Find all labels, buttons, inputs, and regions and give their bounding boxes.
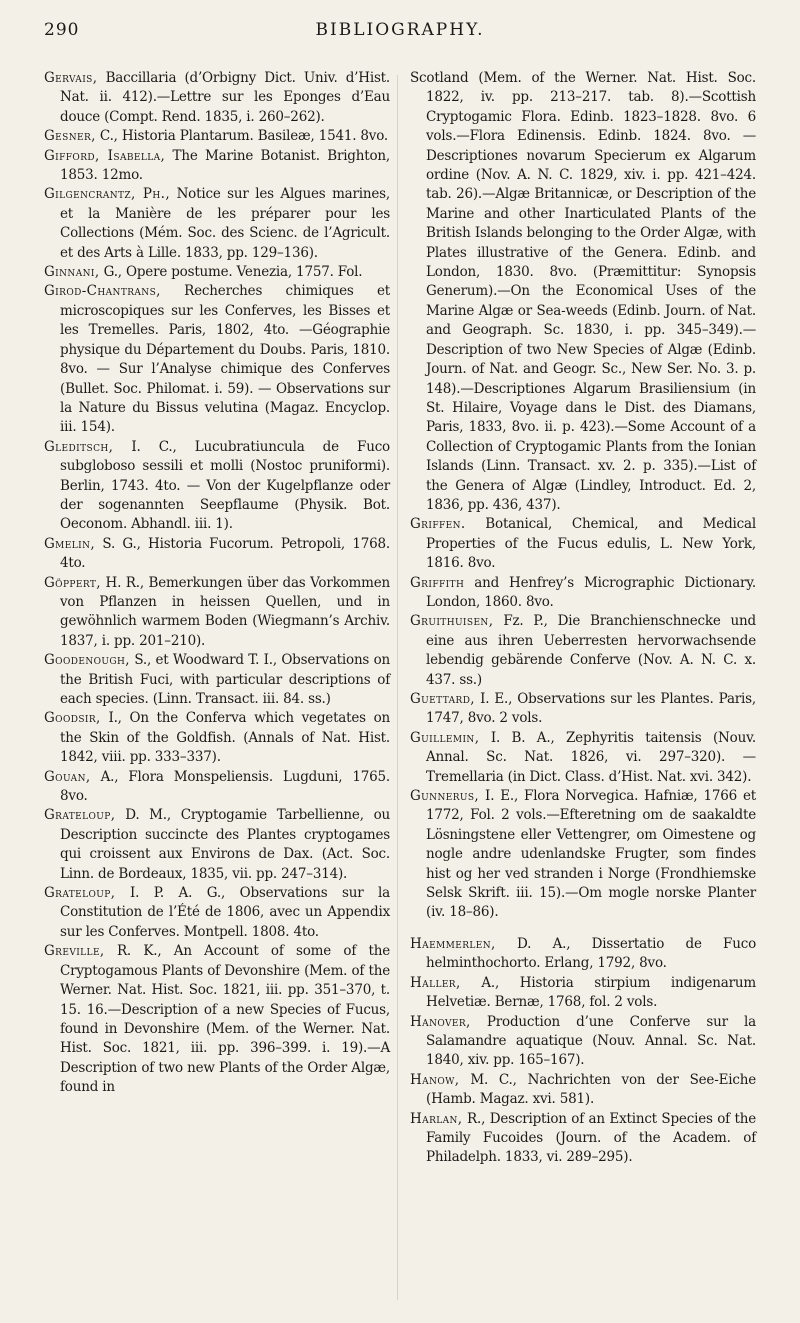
entry-author: Haller, bbox=[410, 974, 461, 991]
entry-text: R., Description of an Extinct Species of the Family Fucoides (Journ. of the Academ. of Philadelph. 1833, vi. 289–295). bbox=[426, 1110, 756, 1166]
entry-text: H. R., Bemerkungen über das Vorkommen von Pflanzen in heissen Quellen, und in gewöhnlich warmem Boden (Wiegmann’s Archiv. 1837, i. pp. 201–210). bbox=[60, 574, 390, 649]
entry-text: I. E., Observations sur les Plantes. Paris, 1747, 8vo. 2 vols. bbox=[426, 691, 756, 727]
entry-author: Griffen. bbox=[410, 516, 466, 533]
entry-author: Gmelin, bbox=[44, 535, 96, 552]
bibliography-entry bbox=[44, 147, 390, 186]
entry-text: S. G., Historia Fucorum. Petropoli, 1768. 4to. bbox=[60, 535, 390, 572]
bibliography-entry bbox=[410, 515, 756, 573]
bibliography-entry bbox=[410, 935, 756, 974]
entry-author: Gleditsch, bbox=[44, 438, 114, 455]
entry-author: Grateloup, bbox=[44, 807, 116, 824]
entry-author: Griffith bbox=[410, 574, 465, 591]
entry-author: Göppert, bbox=[44, 574, 101, 591]
entry-text: A., Historia stirpium indigenarum Helvetiæ. Bernæ, 1768, fol. 2 vols. bbox=[426, 974, 756, 1011]
bibliography-entry bbox=[410, 612, 756, 690]
bibliography-entry bbox=[44, 127, 390, 146]
entry-author: Hanover, bbox=[410, 1013, 471, 1030]
entry-author: Goodenough, bbox=[44, 652, 130, 669]
bibliography-entry bbox=[44, 709, 390, 767]
entry-author: Hanow, bbox=[410, 1071, 460, 1088]
entry-text: I., On the Conferva which vegetates on the Skin of the Goldfish. (Annals of Nat. Hist. 1842, viii. pp. 333–337). bbox=[60, 710, 390, 766]
entry-text: D. M., Cryptogamie Tarbellienne, ou Description succincte des Plantes cryptogames qui croissent aux Environs de Dax. (Act. Soc. Linn. de Bordeaux, 1835, vii. pp. 247–314). bbox=[60, 807, 390, 882]
bibliography-entry bbox=[410, 69, 756, 515]
running-head bbox=[0, 20, 800, 50]
entry-author: Goodsir, bbox=[44, 710, 101, 727]
bibliography-entry bbox=[410, 690, 756, 729]
entry-text: G., Opere postume. Venezia, 1757. Fol. bbox=[99, 264, 363, 281]
bibliography-entry bbox=[44, 263, 390, 282]
entry-text: D. A., Dissertatio de Fuco helminthochorto. Erlang, 1792, 8vo. bbox=[426, 935, 756, 972]
bibliography-entry bbox=[44, 438, 390, 535]
entry-text: Notice sur les Algues marines, et la Manière de les préparer pour les Collections (Mém. Soc. des Scienc. de l’Agricult. et des Arts à Lille. 1833, pp. 129–136). bbox=[60, 186, 390, 261]
entry-text: Fz. P., Die Branchienschnecke und eine aus ihren Ueberresten hervorwachsende lebendig gebärende Conferve (Nov. A. N. C. x. 437. ss.) bbox=[426, 613, 756, 688]
entry-author: Gervais, bbox=[44, 70, 98, 86]
entry-text: and Henfrey’s Micrographic Dictionary. London, 1860. 8vo. bbox=[426, 574, 756, 610]
bibliography-entry bbox=[44, 185, 390, 263]
bibliography-entry bbox=[410, 729, 756, 787]
bibliography-entry bbox=[44, 768, 390, 807]
bibliography-entry bbox=[44, 574, 390, 652]
entry-text: S., et Woodward T. I., Observations on the British Fuci, with particular descriptions of each species. (Linn. Transact. iii. 84. ss.) bbox=[60, 652, 390, 707]
left-column bbox=[44, 69, 390, 1098]
bibliography-entry bbox=[44, 651, 390, 709]
entry-text: A., Flora Monspeliensis. Lugduni, 1765. 8vo. bbox=[60, 768, 390, 805]
running-title: BIBLIOGRAPHY. bbox=[315, 20, 485, 40]
bibliography-entry bbox=[410, 1071, 756, 1110]
entry-author: Gruithuisen, bbox=[410, 613, 494, 630]
entry-text: C., Historia Plantarum. Basileæ, 1541. 8vo. bbox=[95, 128, 389, 145]
entry-author: Ginnani, bbox=[44, 264, 100, 281]
bibliography-entry bbox=[410, 574, 756, 613]
bibliography-entry bbox=[410, 974, 756, 1013]
entry-text: I. P. A. G., Observations sur la Constitution de l’Été de 1806, avec un Appendix sur les Conferves. Montpell. 1808. 4to. bbox=[60, 885, 390, 940]
bibliography-entry bbox=[44, 942, 390, 1097]
entry-author: Guillemin, bbox=[410, 729, 480, 746]
right-column bbox=[410, 69, 756, 1168]
entry-author: Gunnerus, bbox=[410, 788, 480, 805]
entry-text: R. K., An Account of some of the Cryptogamous Plants of Devonshire (Mem. of the Werner. Nat. Hist. Soc. 1821, iii. pp. 351–370, t. 15. 16.—Description of a new Species of Fucus, found in Devonshire (Mem. of the Werner. Nat. Hist. Soc. 1821, iii. pp. 396–399. i. 19).—A Description of two new Plants of the Order Algæ, found in bbox=[60, 943, 390, 1096]
entry-author: Gilgencrantz, Ph., bbox=[44, 186, 171, 203]
entry-author: Grateloup, bbox=[44, 885, 116, 902]
entry-text: I. E., Flora Norvegica. Hafniæ, 1766 et 1772, Fol. 2 vols.—Efteretning om de saakaldte Lösningstene eller Vettengrer, om Oimestene og nogle andre udenlandske Frugter, som findes hist og her ved stranden i Norge (Frondhiemske Selsk Skrift. iii. 15).—Om mogle norske Planter (iv. 18–86). bbox=[426, 788, 756, 921]
entry-author: Gouan, bbox=[44, 768, 91, 785]
entry-text: I. B. A., Zephyritis taitensis (Nouv. Annal. Sc. Nat. 1826, vi. 297–320). — Tremellaria (in Dict. Class. d’Hist. Nat. xvi. 342). bbox=[426, 729, 756, 785]
bibliography-entry bbox=[44, 535, 390, 574]
bibliography-entry bbox=[44, 69, 390, 127]
entry-text: Botanical, Chemical, and Medical Properties of the Fucus edulis, L. New York, 1816. 8vo. bbox=[426, 516, 756, 572]
bibliography-entry bbox=[410, 787, 756, 923]
entry-text: Baccillaria (d’Orbigny Dict. Univ. d’Hist. Nat. ii. 412).—Lettre sur les Eponges d’Eau douce (Compt. Rend. 1835, i. 260–262). bbox=[60, 70, 390, 125]
bibliography-entry bbox=[44, 884, 390, 942]
entry-text: I. C., Lucubratiuncula de Fuco subgloboso sessili et molli (Nostoc pruniformi). Berlin, 1743. 4to. — Von der Kugelpflanze oder der sogenannten Seepflaume (Physik. Bot. Oeconom. Abhandl. iii. 1). bbox=[60, 438, 390, 533]
entry-text: The Marine Botanist. Brighton, 1853. 12mo. bbox=[60, 147, 390, 184]
entry-author: Girod-Chantrans, bbox=[44, 283, 161, 300]
column-divider bbox=[397, 75, 398, 1300]
entry-author: Gesner, bbox=[44, 128, 96, 145]
entry-text: M. C., Nachrichten von der See-Eiche (Hamb. Magaz. xvi. 581). bbox=[426, 1071, 756, 1108]
bibliography-entry bbox=[410, 1110, 756, 1168]
entry-text: Scotland (Mem. of the Werner. Nat. Hist. Soc. 1822, iv. pp. 213–217. tab. 8).—Scottish Cryptogamic Flora. Edinb. 1823–1828. 8vo. 6 vols.—Flora Edinensis. Edinb. 1824. 8vo. — Descriptiones novarum Specierum ex Algarum ordine (Nov. A. N. C. 1829, xiv. i. pp. 421–424. tab. 26).—Algæ Britannicæ, or Description of the Marine and other Inarticulated Plants of the British Islands belonging to the Order Algæ, with Plates illustrative of the Genera. Edinb. and London, 1830. 8vo. (Præmittitur: Synopsis Generum).—On the Economical Uses of the Marine Algæ or Sea-weeds (Edinb. Journ. of Nat. and Geograph. Sc. 1830, i. pp. 345–349).—Description of two New Species of Algæ (Edinb. Journ. of Nat. and Geogr. Sc., New Ser. No. 3. p. 148).—Descriptiones Algarum Brasiliensium (in St. Hilaire, Voyage dans le Dist. des Diamans, Paris, 1833, 8vo. ii. p. 423).—Some Account of a Collection of Cryptogamic Plants from the Ionian Islands (Linn. Transact. xv. 2. p. 335).—List of the Genera of Algæ (Lindley, Introduct. Ed. 2, 1836, pp. 436, 437). bbox=[410, 70, 756, 513]
bibliography-entry bbox=[44, 282, 390, 437]
entry-author: Guettard, bbox=[410, 691, 476, 707]
page-number: 290 bbox=[44, 20, 80, 40]
entry-author: Gifford, Isabella, bbox=[44, 147, 166, 164]
entry-author: Harlan, bbox=[410, 1110, 463, 1127]
entry-text: Production d’une Conferve sur la Salamandre aquatique (Nouv. Annal. Sc. Nat. 1840, xiv. pp. 165–167). bbox=[426, 1013, 756, 1069]
entry-text: Recherches chimiques et microscopiques sur les Conferves, les Bisses et les Tremelles. Paris, 1802, 4to. —Géographie physique du Département du Doubs. Paris, 1810. 8vo. — Sur l’Analyse chimique des Conferves (Bullet. Soc. Philomat. i. 59). — Observations sur la Nature du Bissus velutina (Magaz. Encyclop. iii. 154). bbox=[60, 283, 390, 436]
bibliography-entry bbox=[44, 806, 390, 884]
entry-author: Greville, bbox=[44, 943, 105, 960]
entry-author: Haemmerlen, bbox=[410, 935, 496, 952]
bibliography-entry bbox=[410, 1013, 756, 1071]
